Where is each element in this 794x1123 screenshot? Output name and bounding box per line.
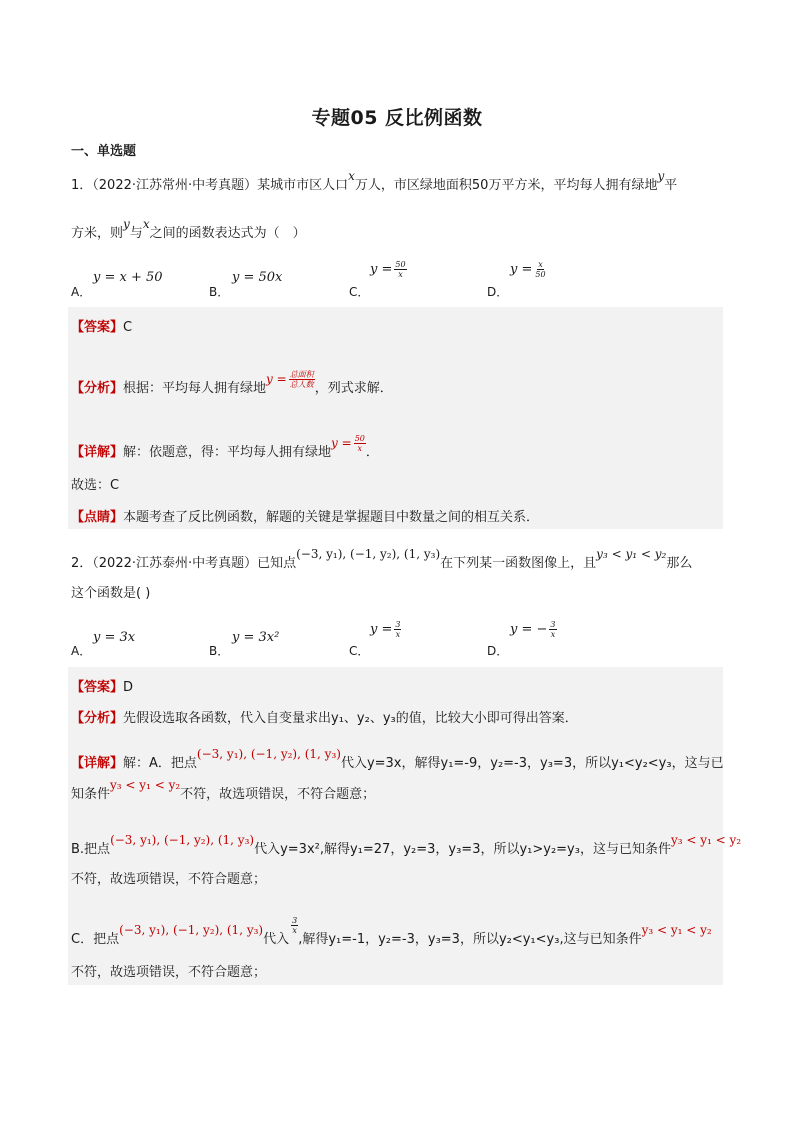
q1-stem-text: 方米，则: [71, 226, 124, 241]
q1-answer-line: 【答案】C: [71, 320, 133, 335]
q1-option-a-expr: y = x + 50: [93, 270, 163, 285]
q1-option-c-label: C．: [349, 285, 370, 299]
q2-detail-a-line2: 知条件y₃ < y₁ < y₂不符，故选项错误，不符合题意；: [71, 778, 376, 802]
q1-stem-line1: [71, 169, 678, 193]
var-y: y: [657, 169, 665, 183]
q1-analysis-formula: y = $\frac{\text{总面积}}{\text{总人数}}$: [266, 370, 314, 389]
q1-choose-line: 故选：C: [71, 478, 120, 493]
q2-answer-line: 【答案】D: [71, 680, 134, 695]
q2-answer: D: [123, 680, 134, 695]
q2-option-d-expr: y = − $\frac{3}{x}$: [510, 620, 556, 639]
q1-comment-line: 【点睛】本题考查了反比例函数，解题的关键是掌握题目中数量之间的相互关系．: [71, 510, 540, 525]
q2-analysis-line: 【分析】先假设选取各函数，代入自变量求出y₁、y₂、y₃的值，比较大小即可得出答案．: [71, 711, 578, 726]
q1-option-a-label: A．: [71, 285, 92, 299]
q2-option-b-label: B．: [209, 644, 230, 658]
q1-stem-text: 1．（2022·江苏常州·中考真题）某城市市区人口: [71, 178, 349, 193]
q1-option-c-expr: y = $\frac{50}{x}$: [370, 260, 406, 279]
q1-stem-line2: [71, 217, 306, 241]
var-y: y: [123, 217, 130, 231]
q2-detail-c-line2: 不符，故选项错误，不符合题意；: [71, 965, 267, 980]
q2-detail-b-line2: 不符，故选项错误，不符合题意；: [71, 872, 267, 887]
q1-detail-formula: y = $\frac{50}{x}$: [331, 434, 365, 453]
q2-stem-line2: 这个函数是( ): [71, 586, 151, 601]
q1-option-d-label: D．: [487, 285, 509, 299]
q2-option-a-label: A．: [71, 644, 92, 658]
q1-stem-text: 与: [129, 226, 143, 241]
q1-stem-text: 平: [664, 178, 678, 193]
q2-detail-c-line1: C．把点(−3, y₁), (−1, y₂), (1, y₃)代入 $\frac{3}{x}$ ,解得y₁=-1，y₂=-3，y₃=3，所以y₂<y₁<y₃,这与已知条件y₃ < y₁ < y₂: [71, 916, 712, 947]
section-heading: 一、单选题: [71, 144, 137, 159]
q2-stem-line1: 2．（2022·江苏泰州·中考真题）已知点(−3, y₁), (−1, y₂), (1, y₃)在下列某一函数图像上，且y₃ < y₁ < y₂那么: [71, 547, 693, 571]
q1-option-b-expr: y = 50x: [232, 270, 283, 285]
q2-option-a-expr: y = 3x: [93, 630, 136, 645]
q1-option-b-label: B．: [209, 285, 230, 299]
q1-stem-text: 万人，市区绿地面积50万平方米，平均每人拥有绿地: [354, 178, 658, 193]
q1-stem-text: 之间的函数表达式为（ ）: [149, 226, 306, 241]
q1-analysis-line: 【分析】根据：平均每人拥有绿地y = $\frac{\text{总面积}}{\text{总人数}}$ ，列式求解．: [71, 370, 393, 396]
q2-points: (−3, y₁), (−1, y₂), (1, y₃): [296, 547, 441, 561]
q1-detail-line: 【详解】解：依题意，得：平均每人拥有绿地y = $\frac{50}{x}$ ．: [71, 434, 379, 460]
q2-option-c-expr: y = $\frac{3}{x}$: [370, 620, 401, 639]
q2-detail-b-line1: B.把点(−3, y₁), (−1, y₂), (1, y₃)代入y=3x²,解得y₁=27，y₂=3，y₃=3，所以y₁>y₂=y₃，这与已知条件y₃ < y₁ < y₂: [71, 833, 742, 857]
page-title: 专题05 反比例函数: [311, 107, 483, 129]
q1-answer-block: [68, 307, 723, 529]
q2-detail-a-line1: 【详解】解：A．把点(−3, y₁), (−1, y₂), (1, y₃)代入y=3x，解得y₁=-9，y₂=-3，y₃=3，所以y₁<y₂<y₃，这与已: [71, 747, 724, 771]
q2-option-d-label: D．: [487, 644, 509, 658]
q1-answer: C: [123, 320, 133, 335]
q2-option-c-label: C．: [349, 644, 370, 658]
q2-option-b-expr: y = 3x²: [232, 630, 280, 645]
q2-condition: y₃ < y₁ < y₂: [596, 547, 667, 561]
var-x: x: [142, 217, 150, 231]
var-x: x: [348, 169, 355, 183]
q1-option-d-expr: y = $\frac{x}{50}$: [510, 260, 546, 279]
